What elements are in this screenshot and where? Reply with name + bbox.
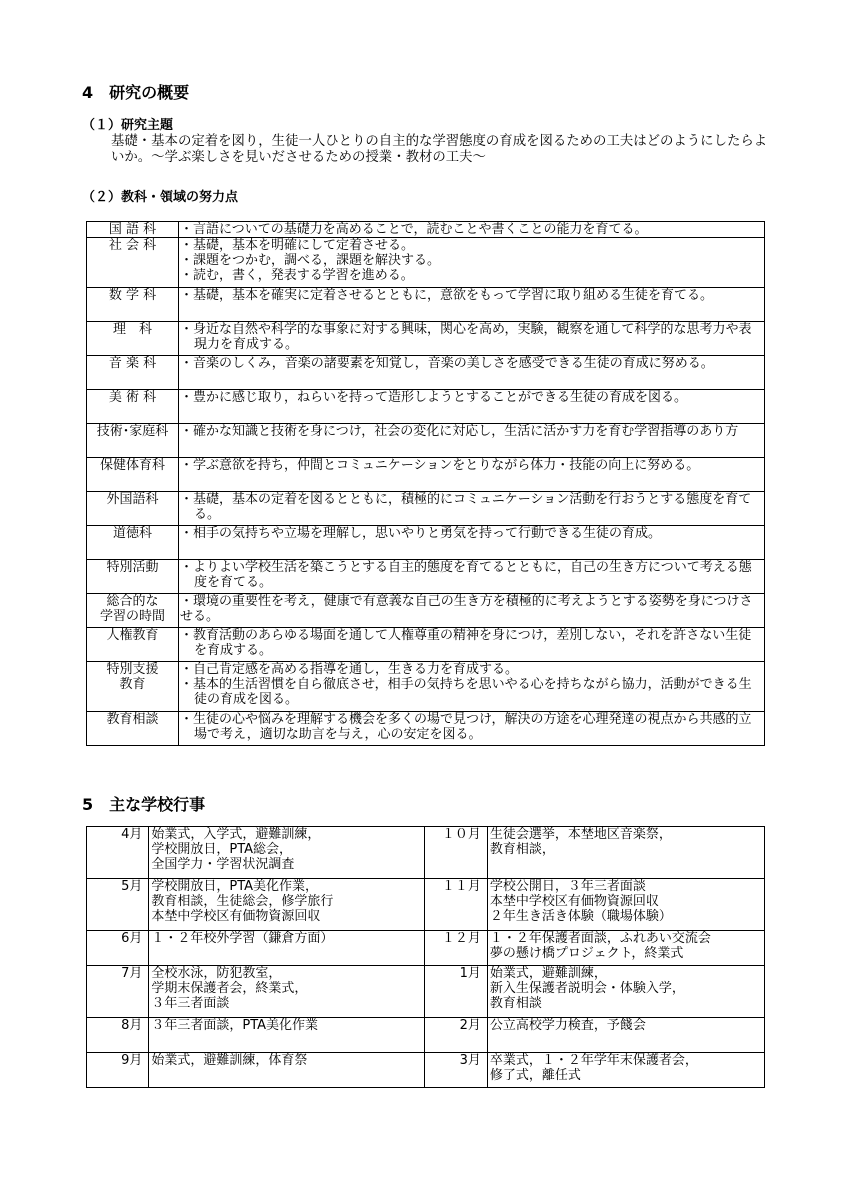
- effort-point-item: ・確かな知識と技術を身につけ，社会の変化に対応し，生活に活かす力を育む学習指導のあり方: [180, 424, 739, 439]
- events-row: [87, 879, 765, 931]
- subject-name-line: 外国語科: [106, 492, 159, 507]
- month-label-right: 3月: [425, 1053, 487, 1088]
- month-events: [149, 1018, 425, 1053]
- subject-effort-points: [179, 526, 765, 560]
- effort-point-item: ・相手の気持ちや立場を理解し，思いやりと勇気を持って行動できる生徒の育成。: [180, 526, 662, 541]
- event-line: ３年三者面談，PTA美化作業: [151, 1018, 319, 1033]
- event-line: 教育相談，生徒総会，修学旅行: [151, 894, 334, 909]
- event-line: 学期末保護者会，終業式，: [151, 981, 308, 996]
- month-label-right: 1月: [425, 966, 487, 1018]
- event-line: 卒業式，１・２年学年末保護者会，: [489, 1053, 698, 1068]
- subject-name: [87, 492, 179, 526]
- month-label: 7月: [87, 966, 149, 1018]
- subject-name-line: 学習の時間: [99, 609, 165, 624]
- month-label: 8月: [87, 1018, 149, 1053]
- subject-row: [87, 238, 765, 288]
- effort-points-heading: （２）教科・領域の努力点: [82, 190, 239, 205]
- effort-point-item: ・豊かに感じ取り，ねらいを持って造形しようとすることができる生徒の育成を図る。: [180, 390, 688, 405]
- subject-name: [87, 628, 179, 662]
- subject-effort-points: [179, 560, 765, 594]
- subject-row: [87, 526, 765, 560]
- month-label-right: １０月: [425, 827, 487, 879]
- subject-row: [87, 356, 765, 390]
- subject-effort-points: [179, 322, 765, 356]
- subject-row: [87, 712, 765, 746]
- event-line: １・２年校外学習（鎌倉方面）: [151, 931, 334, 946]
- subject-name-line: 人権教育: [106, 628, 159, 643]
- event-line: 学校公開日，３年三者面談: [489, 879, 646, 894]
- event-line: 新入生保護者説明会・体験入学，: [489, 981, 685, 996]
- month-events-right: [487, 879, 764, 931]
- events-row: [87, 1053, 765, 1088]
- events-row: [87, 966, 765, 1018]
- subject-name-line: 数 学 科: [108, 288, 157, 303]
- subject-row: [87, 288, 765, 322]
- month-events-right: [487, 1018, 764, 1053]
- event-line: 学校開放日，PTA美化作業，: [151, 879, 319, 894]
- event-line: ３年三者面談: [151, 996, 230, 1011]
- month-events-right: [487, 966, 764, 1018]
- subject-row: [87, 628, 765, 662]
- subject-effort-points: [179, 288, 765, 322]
- month-events-right: [487, 1053, 764, 1088]
- event-line: 修了式，離任式: [489, 1068, 581, 1083]
- subject-name-line: 音 楽 科: [108, 356, 157, 371]
- effort-point-item: ・教育活動のあらゆる場面を通して人権尊重の精神を身につけ，差別しない，それを許さない生徒を育成する。: [180, 628, 752, 658]
- month-label-right: １１月: [425, 879, 487, 931]
- subject-name-line: 総合的な: [106, 594, 159, 609]
- event-line: 教育相談: [489, 996, 542, 1011]
- month-label: 4月: [87, 827, 149, 879]
- subject-row: [87, 594, 765, 628]
- subject-effort-points: [179, 356, 765, 390]
- subject-effort-points: [179, 222, 765, 238]
- month-events: [149, 879, 425, 931]
- event-line: 始業式，入学式，避難訓練，: [151, 827, 321, 842]
- subject-effort-points: [179, 424, 765, 458]
- month-events-right: [487, 827, 764, 879]
- effort-point-item: ・学ぶ意欲を持ち，仲間とコミュニケーションをとりながら体力・技能の向上に努める。: [180, 458, 700, 473]
- effort-point-item: ・言語についての基礎力を高めることで，読むことや書くことの能力を育てる。: [180, 222, 648, 237]
- section5-title: 5 主な学校行事: [82, 795, 206, 814]
- subject-name-line: 特別活動: [106, 560, 159, 575]
- subject-name: [87, 560, 179, 594]
- event-line: １・２年保護者面談，ふれあい交流会: [489, 931, 711, 946]
- events-row: [87, 827, 765, 879]
- subject-name: [87, 222, 179, 238]
- subject-name: [87, 238, 179, 288]
- subject-name-line: 社 会 科: [108, 238, 157, 253]
- month-label-right: 2月: [425, 1018, 487, 1053]
- effort-point-item: ・自己肯定感を高める指導を通し，生きる力を育成する。: [180, 662, 519, 677]
- month-label: 9月: [87, 1053, 149, 1088]
- effort-point-item: ・読む，書く，発表する学習を進める。: [180, 268, 414, 283]
- event-line: 始業式，避難訓練，: [489, 966, 607, 981]
- subject-name: [87, 424, 179, 458]
- subject-name-line: 技術･家庭科: [96, 424, 169, 439]
- event-line: 全校水泳，防犯教室，: [151, 966, 282, 981]
- event-line: 本埜中学校区有価物資源回収: [489, 894, 659, 909]
- month-events-right: [487, 931, 764, 966]
- event-line: 生徒会選挙，本埜地区音楽祭，: [489, 827, 672, 842]
- subject-name-line: 教育相談: [106, 712, 159, 727]
- subject-row: [87, 662, 765, 712]
- subject-effort-points: [179, 458, 765, 492]
- event-line: 全国学力・学習状況調査: [151, 857, 295, 872]
- subject-name: [87, 712, 179, 746]
- event-line: 始業式，避難訓練，体育祭: [151, 1053, 308, 1068]
- subject-name: [87, 526, 179, 560]
- month-events: [149, 1053, 425, 1088]
- subject-row: [87, 322, 765, 356]
- event-line: 学校開放日，PTA総会，: [151, 842, 293, 857]
- event-line: 公立高校学力検査，予餞会: [489, 1018, 646, 1033]
- subject-name-line: 道徳科: [112, 526, 152, 541]
- subject-name-line: 特別支援: [106, 662, 159, 677]
- subject-name-line: 教育: [119, 677, 146, 692]
- subject-effort-points: [179, 712, 765, 746]
- event-line: 教育相談，: [489, 842, 555, 857]
- events-row: [87, 931, 765, 966]
- effort-point-item: ・基礎，基本を確実に定着させるとともに，意欲をもって学習に取り組める生徒を育てる。: [180, 288, 714, 303]
- month-events: [149, 827, 425, 879]
- subject-row: [87, 390, 765, 424]
- subject-effort-points: [179, 492, 765, 526]
- subject-effort-points: [179, 628, 765, 662]
- subject-name: [87, 288, 179, 322]
- events-row: [87, 1018, 765, 1053]
- research-theme-text: 基礎・基本の定着を図り，生徒一人ひとりの自主的な学習態度の育成を図るための工夫はどのようにしたらよいか。～学ぶ楽しさを見いださせるための授業・教材の工夫～: [111, 134, 768, 165]
- subject-name: [87, 662, 179, 712]
- subject-row: [87, 492, 765, 526]
- subject-effort-points: [179, 238, 765, 288]
- effort-point-item: ・音楽のしくみ，音楽の諸要素を知覚し，音楽の美しさを感受できる生徒の育成に努める。: [180, 356, 714, 371]
- subject-name: [87, 356, 179, 390]
- subject-row: [87, 560, 765, 594]
- effort-point-item: ・課題をつかむ，調べる，課題を解決する。: [180, 253, 441, 268]
- effort-point-item: ・生徒の心や悩みを理解する機会を多くの場で見つけ，解決の方途を心理発達の視点から共感的立場で考え，適切な助言を与え，心の安定を図る。: [180, 712, 752, 742]
- month-label: 5月: [87, 879, 149, 931]
- event-line: 夢の懸け橋プロジェクト，終業式: [489, 946, 684, 961]
- event-line: 本埜中学校区有価物資源回収: [151, 909, 321, 924]
- subject-effort-points: [179, 662, 765, 712]
- subject-name-line: 保健体育科: [99, 458, 165, 473]
- subject-name: [87, 390, 179, 424]
- subject-name-line: 美 術 科: [108, 390, 157, 405]
- subject-name-line: 国 語 科: [108, 222, 157, 237]
- effort-point-item: ・環境の重要性を考え，健康で有意義な自己の生き方を積極的に考えようとする姿勢を身につけさせる。: [180, 594, 753, 624]
- effort-point-item: ・基礎，基本の定着を図るとともに，積極的にコミュニケーション活動を行おうとする態度を育てる。: [180, 492, 752, 522]
- subject-row: [87, 222, 765, 238]
- effort-point-item: ・よりよい学校生活を築こうとする自主的態度を育てるとともに，自己の生き方について考える態度を育てる。: [180, 560, 752, 590]
- subject-effort-points: [179, 594, 765, 628]
- subject-name: [87, 594, 179, 628]
- event-line: ２年生き活き体験（職場体験）: [489, 909, 672, 924]
- subject-name-line: 理 科: [112, 322, 152, 337]
- month-events: [149, 966, 425, 1018]
- effort-points-table: [86, 221, 765, 746]
- month-label: 6月: [87, 931, 149, 966]
- subject-name: [87, 458, 179, 492]
- effort-point-item: ・基礎，基本を明確にして定着させる。: [180, 238, 415, 253]
- research-theme-heading: （１）研究主題: [82, 118, 174, 133]
- subject-row: [87, 458, 765, 492]
- effort-point-item: ・身近な自然や科学的な事象に対する興味，関心を高め，実験，観察を通して科学的な思考力や表現力を育成する。: [180, 322, 752, 352]
- subject-name: [87, 322, 179, 356]
- section4-title: 4 研究の概要: [82, 83, 190, 102]
- subject-effort-points: [179, 390, 765, 424]
- school-events-table: [86, 826, 765, 1088]
- month-events: [149, 931, 425, 966]
- subject-row: [87, 424, 765, 458]
- month-label-right: １２月: [425, 931, 487, 966]
- effort-point-item: ・基本的生活習慣を自ら徹底させ，相手の気持ちを思いやる心を持ちながら協力，活動ができる生徒の育成を図る。: [180, 677, 752, 707]
